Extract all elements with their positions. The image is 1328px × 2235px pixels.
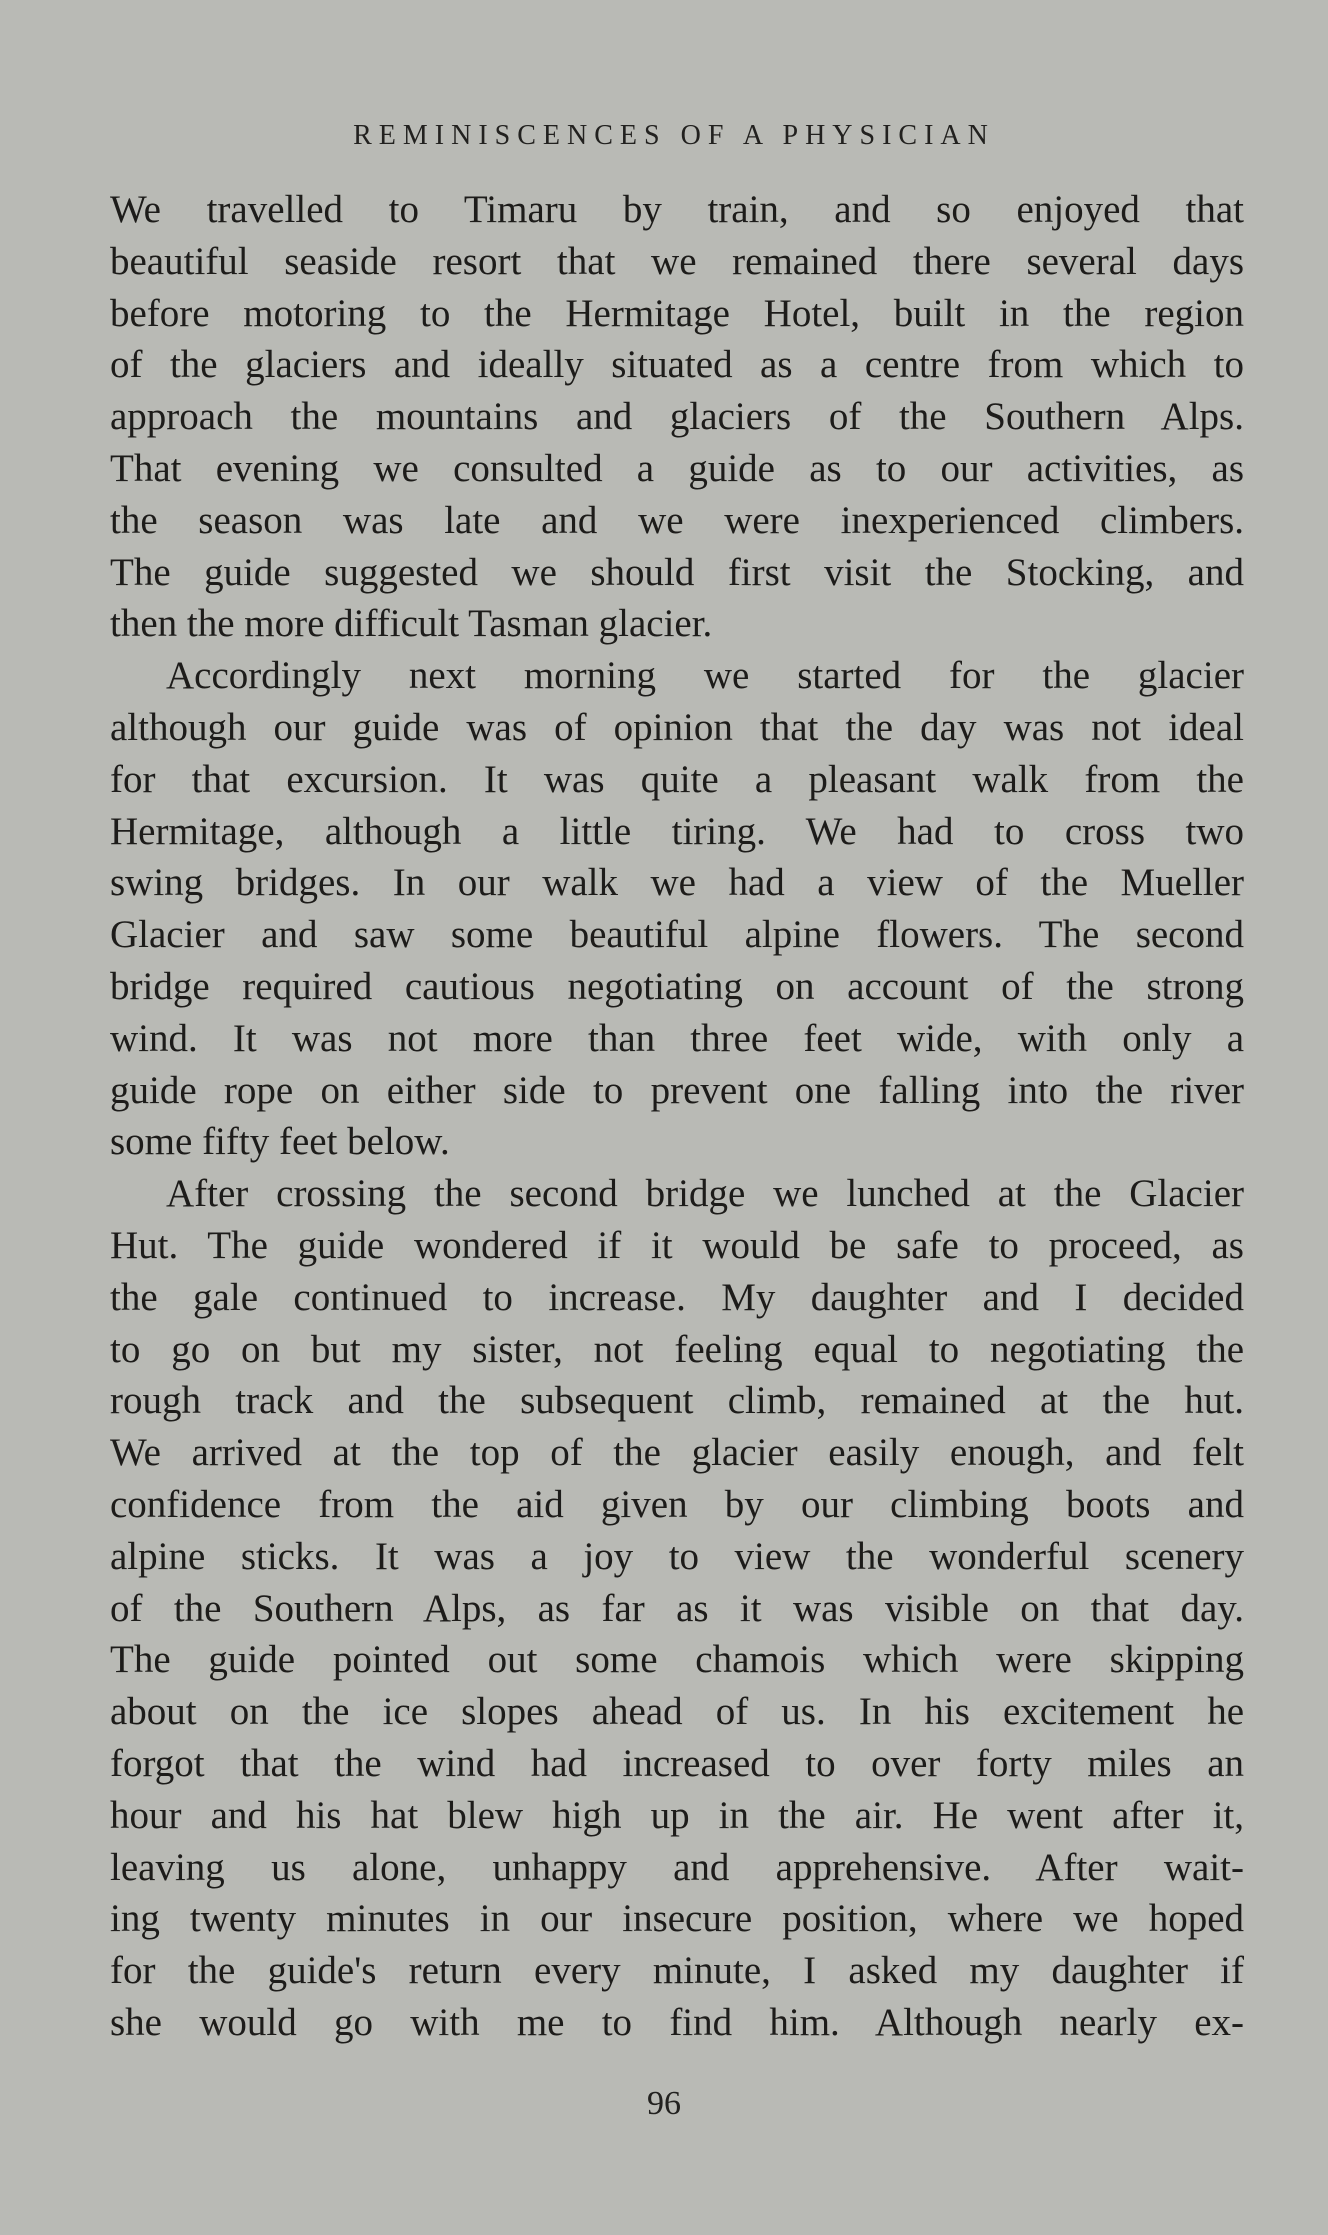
text-line: for that excursion. It was quite a pleasant walk from the xyxy=(110,757,1244,801)
text-line: confidence from the aid given by our climbing boots and xyxy=(110,1482,1244,1526)
text-line: the season was late and we were inexperienced climbers. xyxy=(110,498,1244,542)
body-text xyxy=(110,184,1244,2049)
text-line: The guide suggested we should first visit the Stocking, and xyxy=(110,550,1244,594)
text-line: approach the mountains and glaciers of the Southern Alps. xyxy=(110,395,1244,439)
page-number: 96 xyxy=(647,2085,681,2122)
text-line: then the more difficult Tasman glacier. xyxy=(110,602,713,646)
text-line: for the guide's return every minute, I asked my daughter if xyxy=(110,1949,1244,1993)
text-line: guide rope on either side to prevent one falling into the river xyxy=(110,1068,1244,1112)
text-line: Hut. The guide wondered if it would be safe to proceed, as xyxy=(110,1223,1244,1267)
text-line: of the Southern Alps, as far as it was visible on that day. xyxy=(110,1586,1244,1630)
text-line: Glacier and saw some beautiful alpine flowers. The second xyxy=(110,913,1244,957)
text-line: of the glaciers and ideally situated as a centre from which to xyxy=(110,343,1244,387)
text-line: hour and his hat blew high up in the air. He went after it, xyxy=(110,1793,1244,1837)
text-line: although our guide was of opinion that the day was not ideal xyxy=(110,705,1244,749)
text-line: leaving us alone, unhappy and apprehensive. After wait- xyxy=(110,1845,1244,1889)
text-line: rough track and the subsequent climb, remained at the hut. xyxy=(110,1379,1244,1423)
text-line: After crossing the second bridge we lunched at the Glacier xyxy=(166,1172,1244,1216)
text-line: alpine sticks. It was a joy to view the wonderful scenery xyxy=(110,1534,1244,1578)
text-line: The guide pointed out some chamois which were skipping xyxy=(110,1638,1244,1682)
text-line: wind. It was not more than three feet wide, with only a xyxy=(110,1016,1244,1060)
text-line: Hermitage, although a little tiring. We had to cross two xyxy=(110,809,1244,853)
text-line: she would go with me to find him. Although nearly ex- xyxy=(110,2000,1244,2044)
text-line: ing twenty minutes in our insecure position, where we hoped xyxy=(110,1897,1244,1941)
text-line: That evening we consulted a guide as to our activities, as xyxy=(110,446,1244,490)
text-line: some fifty feet below. xyxy=(110,1120,450,1164)
text-line: forgot that the wind had increased to over forty miles an xyxy=(110,1741,1244,1785)
text-line: to go on but my sister, not feeling equal to negotiating the xyxy=(110,1327,1244,1371)
text-line: bridge required cautious negotiating on account of the strong xyxy=(110,964,1244,1008)
text-line: the gale continued to increase. My daughter and I decided xyxy=(110,1275,1244,1319)
text-line: swing bridges. In our walk we had a view of the Mueller xyxy=(110,861,1244,905)
running-head: REMINISCENCES OF A PHYSICIAN xyxy=(353,120,995,151)
text-line: beautiful seaside resort that we remained there several days xyxy=(110,239,1244,283)
text-line: about on the ice slopes ahead of us. In his excitement he xyxy=(110,1690,1244,1734)
text-line: We travelled to Timaru by train, and so enjoyed that xyxy=(110,188,1244,231)
text-line: We arrived at the top of the glacier easily enough, and felt xyxy=(110,1431,1244,1475)
text-line: Accordingly next morning we started for the glacier xyxy=(166,654,1244,698)
text-line: before motoring to the Hermitage Hotel, built in the region xyxy=(110,291,1244,335)
